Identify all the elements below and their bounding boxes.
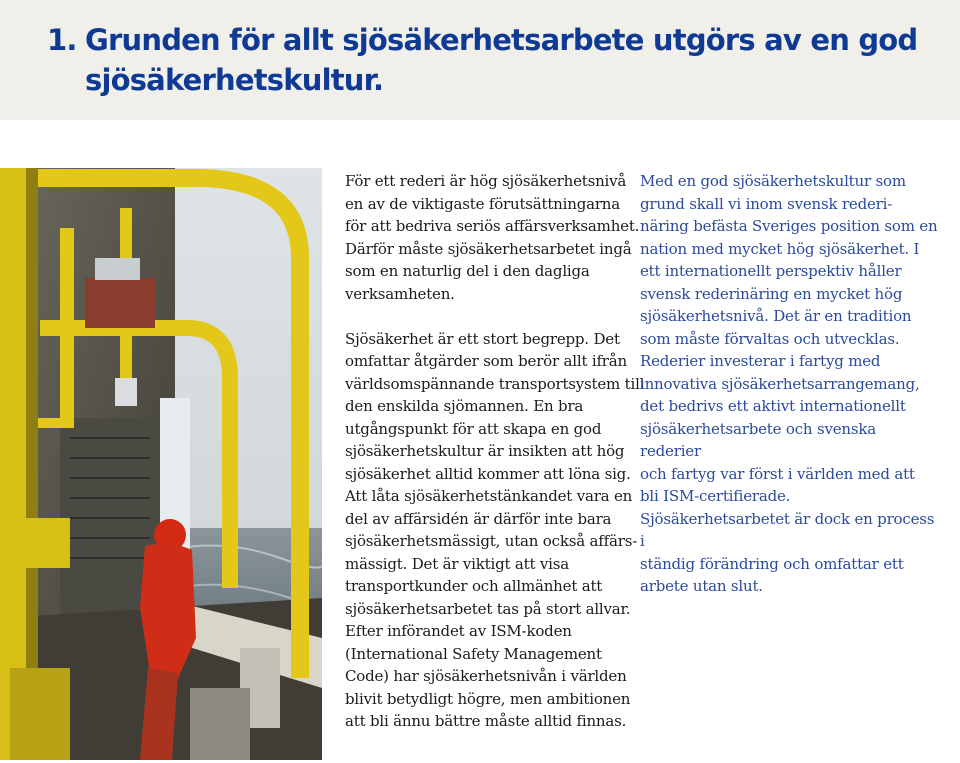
paragraph: För ett rederi är hög sjösäkerhetsnivå en av de viktigaste förutsättningarna för att bedriva seriös affärsverksamhet. Därför måste sjösäkerhetsarbetet ingå som en naturlig del i den dagliga verksamheten.: [345, 172, 640, 303]
ship-deck-photo: [0, 168, 322, 760]
heading-text: Grunden för allt sjösäkerhetsarbete utgörs av en god sjösäkerhetskultur.: [85, 23, 918, 97]
body-column-left: [345, 170, 675, 733]
heading-number: 1.: [47, 23, 77, 57]
paragraph: Med en god sjösäkerhetskultur som grund skall vi inom svensk rederi- näring befästa Sveriges position som en nation med mycket hög sjösäkerhet. I ett internationellt perspektiv håller svensk rederinäring en mycket hög sjösäkerhetsnivå. Det är en tradition som måste förvaltas och utvecklas. Rederier investerar i fartyg med innovativa sjösäkerhetsarrangemang, det bedrivs ett aktivt internationellt sjösäkerhetsarbete och svenska rederier och fartyg var först i världen med att bli ISM-certifierade. Sjösäkerhetsarbetet är dock en process i ständig förändring och omfattar ett arbete utan slut.: [640, 172, 938, 595]
body-column-right: [640, 170, 940, 598]
page-heading: [47, 20, 927, 100]
paragraph: Sjösäkerhet är ett stort begrepp. Det omfattar åtgärder som berör allt ifrån världsomspännande transportsystem till den enskilda sjömannen. En bra utgångspunkt för att skapa en god sjösäkerhetskultur är insikten att hög sjösäkerhet alltid kommer att löna sig. Att låta sjösäkerhetstänkandet vara en del av affärsidén är därför inte bara sjösäkerhetsmässigt, utan också affärs- mässigt. Det är viktigt att visa transportkunder och allmänhet att sjösäkerhetsarbetet tas på stort allvar. Efter införandet av ISM-koden (International Safety Management Code) har sjösäkerhetsnivån i världen blivit betydligt högre, men ambitionen att bli ännu bättre måste alltid finnas.: [345, 329, 645, 730]
